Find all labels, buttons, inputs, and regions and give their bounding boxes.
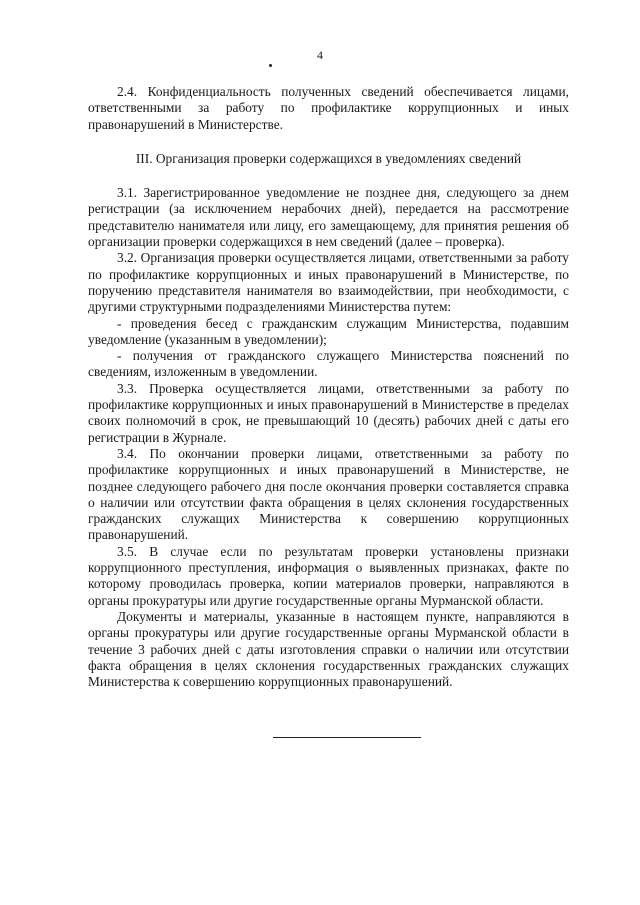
page-number: 4 — [317, 48, 323, 62]
paragraph-3-4: 3.4. По окончании проверки лицами, ответственными за работу по профилактике коррупционных и иных правонарушений в Министерстве, не позднее следующего рабочего дня после окончания проверки составляется справка о наличии или отсутствии факта обращения в целях склонения государственных гражданских служащих Министерства к совершению коррупционных правонарушений. — [88, 445, 569, 543]
paragraph-3-1: 3.1. Зарегистрированное уведомление не позднее дня, следующего за днем регистрации (за исключением нерабочих дней), передается на рассмотрение представителю нанимателя или лицу, его замещающему, для принятия решения об организации проверки содержащихся в нем сведений (далее – проверка). — [88, 185, 569, 250]
paragraph-3-5: 3.5. В случае если по результатам проверки установлены признаки коррупционного преступления, информация о выявленных признаках, факте по которому проводилась проверка, копии материалов проверки, направляются в органы прокуратуры или другие государственные органы Мурманской области. — [88, 543, 569, 608]
end-divider-line — [273, 737, 421, 738]
scan-dot — [269, 64, 272, 67]
paragraph-3-2: 3.2. Организация проверки осуществляется лицами, ответственными за работу по профилактике коррупционных и иных правонарушений в Министерстве, по поручению представителя нанимателя во взаимодействии, при необходимости, с другими структурными подразделениями Министерства путем: — [88, 250, 569, 315]
paragraph-documents: Документы и материалы, указанные в настоящем пункте, направляются в органы прокуратуры или другие государственные органы Мурманской области в течение 3 рабочих дней с даты изготовления справки о наличии или отсутствии факта обращения в целях склонения государственных гражданских служащих Министерства к совершению коррупционных правонарушений. — [88, 608, 569, 690]
list-item-explanations: - получения от гражданского служащего Министерства пояснений по сведениям, изложенным в уведомлении. — [88, 348, 569, 380]
section-title: III. Организация проверки содержащихся в уведомлениях сведений — [135, 150, 522, 166]
paragraph-3-3: 3.3. Проверка осуществляется лицами, ответственными за работу по профилактике коррупционных и иных правонарушений в Министерстве в пределах своих полномочий в срок, не превышающий 10 (десять) рабочих дней с даты его регистрации в Журнале. — [88, 380, 569, 445]
document-body — [88, 84, 569, 690]
list-item-conversations: - проведения бесед с гражданским служащим Министерства, подавшим уведомление (указанным в уведомлении); — [88, 315, 569, 347]
paragraph-2-4: 2.4. Конфиденциальность полученных сведений обеспечивается лицами, ответственными за работу по профилактике коррупционных и иных правонарушений в Министерстве. — [88, 84, 569, 132]
